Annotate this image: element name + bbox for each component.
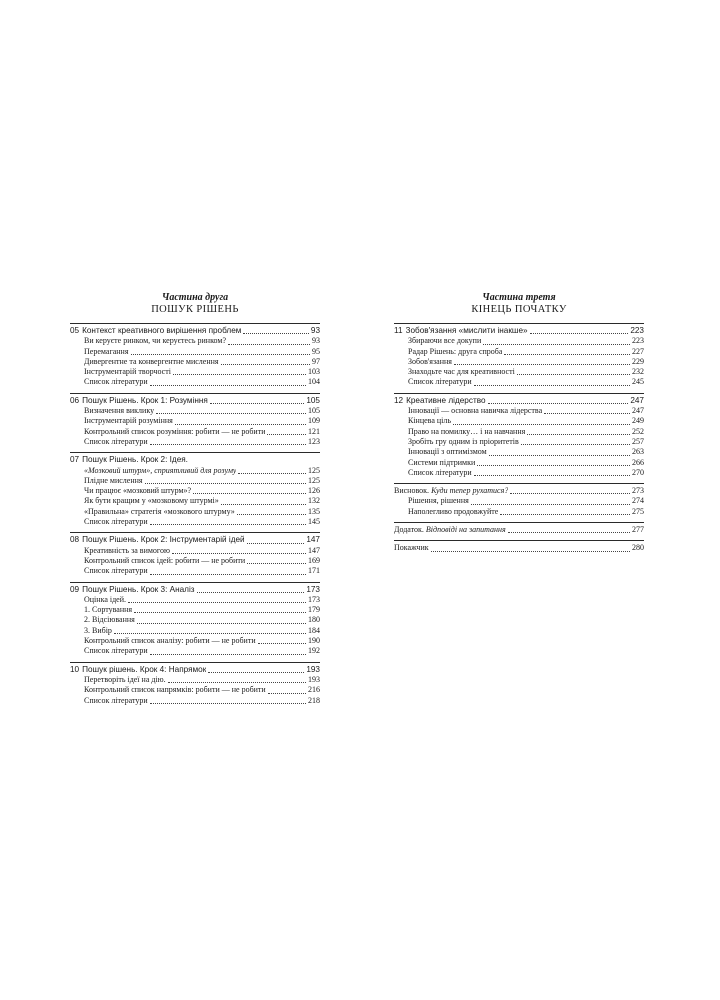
- leader-dots: [150, 654, 306, 655]
- toc-entry-row: [394, 357, 644, 367]
- page-number: 169: [308, 555, 320, 565]
- toc-entry-row: [394, 437, 644, 447]
- chapter-title: [82, 665, 206, 675]
- entry-title: [408, 347, 502, 357]
- entry-title: [84, 566, 148, 576]
- leader-dots: [193, 493, 306, 494]
- entry-label-text: Список літератури: [84, 646, 148, 656]
- toc-chapter-row: [70, 535, 320, 545]
- entry-label-text: Контекст креативного вирішення проблем: [82, 326, 242, 335]
- entry-title: [408, 507, 498, 517]
- leader-dots: [114, 633, 306, 634]
- entry-label-text: Зобов'язання: [408, 356, 452, 366]
- page-number: 193: [306, 664, 320, 674]
- toc-entry-row: [394, 507, 644, 517]
- entry-label-text: Кінцева ціль: [408, 416, 452, 426]
- page-number: 274: [632, 496, 644, 506]
- toc-entry-row: [70, 517, 320, 527]
- toc-entry-row: [394, 496, 644, 506]
- toc-entry-row: [70, 595, 320, 605]
- page-number: 109: [308, 416, 320, 426]
- entry-label-text: Контрольний список ідей: робити — не робити: [84, 555, 246, 565]
- entry-label-text: 2. Відсіювання: [84, 615, 135, 625]
- page-number: 93: [312, 336, 320, 346]
- entry-title: [84, 476, 143, 486]
- page-number: 147: [308, 545, 320, 555]
- entry-label-text: Пошук Рішень. Крок 2: Ідея.: [82, 455, 188, 465]
- leader-dots: [521, 444, 630, 445]
- page-number: 247: [630, 395, 644, 405]
- entry-title: [84, 427, 265, 437]
- leader-dots: [243, 333, 308, 334]
- toc-column-right: [394, 292, 644, 559]
- chapter-number: 07: [70, 455, 80, 465]
- toc-entry-row: [70, 507, 320, 517]
- page-number: 135: [308, 506, 320, 516]
- entry-title: [84, 646, 148, 656]
- page-number: 180: [308, 615, 320, 625]
- page-number: 125: [308, 475, 320, 485]
- entry-title: [84, 466, 236, 476]
- toc-entry-row: [394, 458, 644, 468]
- toc-entry-row: [394, 427, 644, 437]
- entry-prefix: Додаток.: [394, 525, 424, 535]
- page-number: 252: [632, 426, 644, 436]
- page-number: 173: [306, 584, 320, 594]
- chapter-number: 10: [70, 664, 80, 674]
- toc-entry-row: [70, 347, 320, 357]
- entry-label-text: Зобов'язання «мислити інакше»: [405, 326, 528, 335]
- toc-entry-row: [70, 406, 320, 416]
- entry-label-text: Контрольний список розуміння: робити — не робити: [84, 426, 266, 436]
- leader-dots: [504, 354, 630, 355]
- entry-title: [408, 377, 472, 387]
- entry-label-text: Радар Рішень: друга спроба: [408, 346, 503, 356]
- page-number: 95: [312, 346, 320, 356]
- toc-entry-row: [70, 646, 320, 656]
- leader-dots: [208, 672, 304, 673]
- page-number: 105: [306, 395, 320, 405]
- toc-entry-row: [70, 476, 320, 486]
- toc-entry-row: [394, 543, 644, 553]
- entry-title: [84, 546, 170, 556]
- leader-dots: [172, 553, 306, 554]
- entry-label-text: Оцінка ідей.: [84, 594, 127, 604]
- leader-dots: [168, 682, 306, 683]
- leader-dots: [150, 703, 306, 704]
- leader-dots: [134, 612, 306, 613]
- entry-label-text: Креативність за вимогою: [84, 545, 170, 555]
- toc-section: [394, 393, 644, 478]
- leader-dots: [128, 602, 306, 603]
- page-number: 245: [632, 377, 644, 387]
- entry-title: [394, 486, 508, 496]
- leader-dots: [474, 475, 630, 476]
- chapter-title: [82, 585, 194, 595]
- entry-label-text: Список літератури: [408, 467, 472, 477]
- entry-label-text: Інновації — основна навичка лідерства: [408, 406, 543, 416]
- leader-dots: [527, 434, 630, 435]
- leader-dots: [131, 354, 310, 355]
- entry-label-text: Контрольний список аналізу: робити — не робити: [84, 636, 256, 646]
- leader-dots: [454, 364, 630, 365]
- leader-dots: [173, 374, 306, 375]
- toc-section: [70, 452, 320, 527]
- entry-label-text: Покажчик: [394, 543, 429, 553]
- leader-dots: [488, 403, 629, 404]
- entry-prefix: Висновок.: [394, 486, 430, 496]
- leader-dots: [238, 473, 306, 474]
- page-number: 103: [308, 367, 320, 377]
- toc-entry-row: [70, 416, 320, 426]
- leader-dots: [221, 364, 310, 365]
- entry-label-text: Список літератури: [84, 517, 148, 527]
- toc-entry-row: [70, 437, 320, 447]
- toc-section: [70, 532, 320, 576]
- page-number: 97: [312, 356, 320, 366]
- toc-entry-row: [394, 468, 644, 478]
- entry-title: [84, 517, 148, 527]
- toc-entry-row: [70, 566, 320, 576]
- toc-entry-row: [70, 466, 320, 476]
- leader-dots: [156, 413, 306, 414]
- entry-label-text: 1. Сортування: [84, 605, 133, 615]
- entry-label-text: Визначення виклику: [84, 406, 155, 416]
- page-number: 105: [308, 406, 320, 416]
- toc-entry-row: [394, 447, 644, 457]
- page-number: 179: [308, 605, 320, 615]
- entry-label-text: Знаходьте час для креативності: [408, 367, 515, 377]
- chapter-number: 05: [70, 326, 80, 335]
- chapter-number: 09: [70, 584, 80, 594]
- entry-title: [84, 675, 166, 685]
- entry-label-text: Список літератури: [84, 377, 148, 387]
- entry-title: [408, 336, 481, 346]
- entry-label-text: Інструментарій розуміння: [84, 416, 173, 426]
- page-number: 145: [308, 517, 320, 527]
- page-number: 123: [308, 436, 320, 446]
- toc-entry-row: [70, 367, 320, 377]
- chapter-title: [406, 326, 528, 336]
- entry-title: [84, 605, 132, 615]
- leader-dots: [150, 444, 306, 445]
- leader-dots: [508, 532, 630, 533]
- chapter-number: 06: [70, 395, 80, 405]
- leader-dots: [210, 403, 305, 404]
- entry-label-text: Системи підтримки: [408, 457, 476, 467]
- page-number: 247: [632, 406, 644, 416]
- page-number: 93: [310, 326, 320, 335]
- toc-entry-row: [394, 367, 644, 377]
- part-label: Частина друга: [161, 292, 229, 303]
- leader-dots: [483, 344, 630, 345]
- entry-label-text: 3. Вибір: [84, 625, 112, 635]
- entry-label-text: Зробіть гру одним із пріоритетів: [408, 436, 519, 446]
- page-number: 275: [632, 506, 644, 516]
- page-number: 263: [632, 447, 644, 457]
- entry-title: [84, 626, 112, 636]
- chapter-number: 08: [70, 535, 80, 545]
- leader-dots: [471, 504, 630, 505]
- toc-entry-row: [70, 357, 320, 367]
- toc-sections: [70, 323, 320, 706]
- entry-title: [84, 685, 266, 695]
- entry-label-text: Плідне мислення: [84, 475, 143, 485]
- leader-dots: [477, 465, 630, 466]
- entry-title: [408, 437, 519, 447]
- toc-section: [70, 662, 320, 706]
- page-number: 171: [308, 566, 320, 576]
- toc-entry-row: [70, 336, 320, 346]
- entry-label-text: Список літератури: [84, 566, 148, 576]
- chapter-title: [82, 326, 241, 336]
- toc-section: [394, 522, 644, 535]
- entry-label-text: Дивергентне та конвергентне мислення: [84, 356, 219, 366]
- entry-label-text: Перемагання: [84, 346, 129, 356]
- page-number: 270: [632, 467, 644, 477]
- page-number: 216: [308, 685, 320, 695]
- toc-entry-row: [394, 347, 644, 357]
- leader-dots: [544, 413, 630, 414]
- page-number: 232: [632, 367, 644, 377]
- entry-label-text: Креативне лідерство: [406, 395, 486, 405]
- page-number: 229: [632, 356, 644, 366]
- entry-title-italic: Відповіді на запитання: [425, 525, 506, 535]
- page-number: 223: [630, 326, 644, 335]
- leader-dots: [150, 574, 306, 575]
- toc-entry-row: [70, 496, 320, 506]
- leader-dots: [150, 385, 306, 386]
- part-title: КІНЕЦЬ ПОЧАТКУ: [471, 304, 567, 315]
- entry-title: [84, 416, 173, 426]
- entry-label-text: Збираючи все докупи: [408, 336, 482, 346]
- entry-title: [84, 486, 191, 496]
- entry-title: [408, 416, 451, 426]
- toc-entry-row: [394, 336, 644, 346]
- leader-dots: [267, 434, 306, 435]
- entry-label-text: Пошук рішень. Крок 4: Напрямок: [82, 664, 207, 674]
- leader-dots: [137, 623, 306, 624]
- toc-entry-row: [70, 427, 320, 437]
- entry-label-text: Ви керуєте ринком, чи керуєтесь ринком?: [84, 336, 227, 346]
- entry-title: [408, 357, 452, 367]
- page-number: 192: [308, 646, 320, 656]
- page-number: 257: [632, 436, 644, 446]
- page-number: 104: [308, 377, 320, 387]
- entry-title: [84, 437, 148, 447]
- toc-chapter-row: [394, 326, 644, 336]
- toc-section: [70, 582, 320, 657]
- entry-label-text: Інструментарій творчості: [84, 367, 171, 377]
- page-number: 249: [632, 416, 644, 426]
- toc-column-left: [70, 292, 320, 711]
- page-number: 173: [308, 594, 320, 604]
- entry-title: [84, 496, 219, 506]
- entry-title: [408, 468, 472, 478]
- page-number: 132: [308, 496, 320, 506]
- toc-entry-row: [394, 525, 644, 535]
- toc-section: [394, 540, 644, 553]
- leader-dots: [530, 333, 629, 334]
- entry-title: [84, 636, 256, 646]
- page-number: 280: [632, 543, 644, 553]
- entry-label-text: «Правильна» стратегія «мозкового штурму»: [84, 506, 235, 516]
- page-number: 266: [632, 457, 644, 467]
- entry-title: [84, 696, 148, 706]
- entry-title: [408, 406, 542, 416]
- page-number: 190: [308, 636, 320, 646]
- entry-label-text: Пошук Рішень. Крок 2: Інструментарій ідей: [82, 535, 245, 545]
- toc-section: [394, 483, 644, 517]
- entry-title: [408, 496, 469, 506]
- page-number: 218: [308, 695, 320, 705]
- toc-chapter-row: [394, 396, 644, 406]
- page-number: 223: [632, 336, 644, 346]
- leader-dots: [247, 543, 305, 544]
- toc-entry-row: [394, 406, 644, 416]
- toc-sections: [394, 323, 644, 554]
- toc-entry-row: [70, 377, 320, 387]
- toc-entry-row: [70, 636, 320, 646]
- toc-entry-row: [70, 685, 320, 695]
- entry-label-text: Пошук Рішень. Крок 1: Розуміння: [82, 395, 208, 405]
- page-number: 227: [632, 346, 644, 356]
- toc-entry-row: [70, 675, 320, 685]
- leader-dots: [197, 592, 305, 593]
- leader-dots: [228, 344, 310, 345]
- entry-label-text: Перетворіть ідеї на дію.: [84, 674, 166, 684]
- leader-dots: [150, 524, 306, 525]
- entry-label-text: Список літератури: [84, 695, 148, 705]
- part-label: Частина третя: [482, 292, 556, 303]
- entry-label-text: Пошук Рішень. Крок 3: Аналіз: [82, 584, 195, 594]
- leader-dots: [453, 424, 630, 425]
- toc-section: [394, 323, 644, 388]
- entry-label-text: Контрольний список напрямків: робити — не робити: [84, 685, 266, 695]
- entry-label-text: Список літератури: [84, 436, 148, 446]
- chapter-number: 11: [394, 326, 403, 335]
- entry-label-text: Чи працює «мозковий штурм»?: [84, 486, 192, 496]
- toc-entry-row: [394, 486, 644, 496]
- toc-chapter-row: [70, 455, 320, 465]
- toc-entry-row: [70, 486, 320, 496]
- leader-dots: [517, 374, 630, 375]
- entry-title: [84, 367, 171, 377]
- entry-title: [84, 377, 148, 387]
- entry-title-italic: Куди тепер рухатися?: [431, 486, 509, 496]
- leader-dots: [247, 563, 306, 564]
- page-number: 277: [632, 525, 644, 535]
- page-number: 273: [632, 486, 644, 496]
- entry-title: [408, 447, 487, 457]
- entry-title: [84, 556, 245, 566]
- leader-dots: [175, 424, 306, 425]
- entry-label-text: «Мозковий штурм», сприятливий для розуму: [84, 465, 237, 475]
- entry-title: [84, 336, 226, 346]
- toc-entry-row: [70, 696, 320, 706]
- entry-title: [394, 525, 506, 535]
- chapter-title: [406, 396, 485, 406]
- entry-label-text: Як бути кращим у «мозковому штурмі»: [84, 496, 219, 506]
- page-number: 125: [308, 465, 320, 475]
- leader-dots: [237, 514, 306, 515]
- leader-dots: [489, 455, 630, 456]
- entry-title: [84, 615, 135, 625]
- entry-title: [408, 458, 475, 468]
- chapter-title: [82, 455, 188, 465]
- entry-label-text: Наполегливо продовжуйте: [408, 506, 499, 516]
- entry-title: [84, 357, 219, 367]
- toc-chapter-row: [70, 326, 320, 336]
- leader-dots: [474, 385, 630, 386]
- chapter-title: [82, 535, 245, 545]
- leader-dots: [500, 514, 630, 515]
- toc-chapter-row: [70, 665, 320, 675]
- page-number: 147: [306, 535, 320, 545]
- entry-label-text: Рішення, рішення: [408, 496, 469, 506]
- entry-label-text: Список літератури: [408, 377, 472, 387]
- leader-dots: [221, 504, 306, 505]
- toc-entry-row: [394, 416, 644, 426]
- leader-dots: [510, 493, 630, 494]
- toc-entry-row: [70, 556, 320, 566]
- entry-label-text: Право на помилку… і на навчання: [408, 426, 526, 436]
- leader-dots: [145, 483, 306, 484]
- toc-chapter-row: [70, 585, 320, 595]
- leader-dots: [268, 693, 306, 694]
- toc-section: [70, 393, 320, 447]
- part-title: ПОШУК РІШЕНЬ: [151, 304, 239, 315]
- toc-entry-row: [70, 626, 320, 636]
- entry-title: [408, 367, 515, 377]
- page-number: 121: [308, 426, 320, 436]
- toc-section: [70, 323, 320, 388]
- entry-title: [84, 347, 129, 357]
- entry-title: [84, 507, 235, 517]
- toc-entry-row: [70, 615, 320, 625]
- chapter-number: 12: [394, 395, 404, 405]
- toc-entry-row: [394, 377, 644, 387]
- page-number: 193: [308, 674, 320, 684]
- page-number: 126: [308, 486, 320, 496]
- leader-dots: [431, 551, 630, 552]
- entry-title: [408, 427, 525, 437]
- entry-title: [84, 595, 126, 605]
- entry-title: [84, 406, 154, 416]
- page-number: 184: [308, 625, 320, 635]
- toc-chapter-row: [70, 396, 320, 406]
- entry-title: [394, 543, 429, 553]
- chapter-title: [82, 396, 208, 406]
- entry-label-text: Інновації з оптимізмом: [408, 447, 487, 457]
- toc-entry-row: [70, 546, 320, 556]
- leader-dots: [258, 643, 306, 644]
- toc-entry-row: [70, 605, 320, 615]
